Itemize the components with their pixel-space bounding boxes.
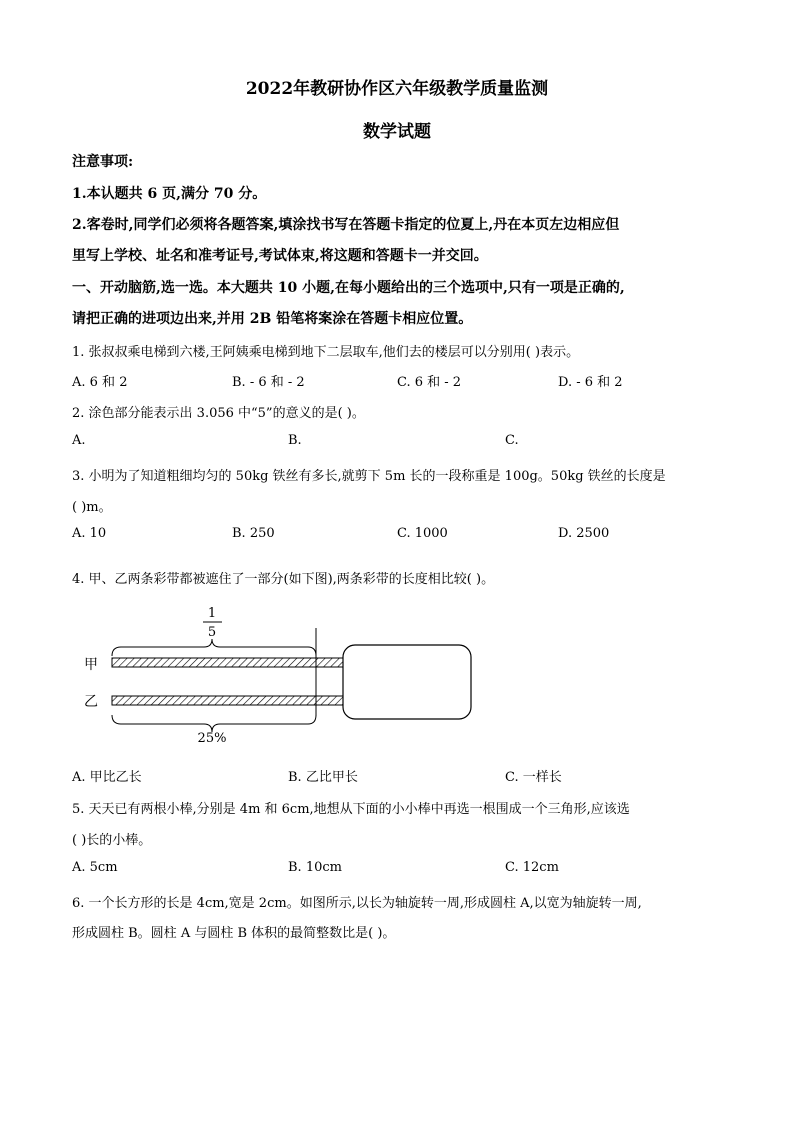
notes-item-2-line-1: 2.客卷时,同学们必须将各题答案,填涂找书写在答题卡指定的位夏上,丹在本页左边相应但 (72, 217, 620, 233)
question-1-option-c: C. 6 和 - 2 (397, 375, 462, 390)
question-5-option-c: C. 12cm (505, 860, 559, 875)
question-4-text: 4. 甲、乙两条彩带都被遮住了一部分(如下图),两条彩带的长度相比较( )。 (72, 572, 495, 587)
section-1-instructions-line-2: 请把正确的进项边出来,并用 2B 铅笔将案涂在答题卡相应位置。 (72, 311, 473, 327)
question-6-text-line-1: 6. 一个长方形的长是 4cm,宽是 2cm。如图所示,以长为轴旋转一周,形成圆柱 A,以宽为轴旋转一周, (72, 896, 642, 911)
question-3-option-d: D. 2500 (558, 526, 610, 541)
cover-box (343, 645, 471, 719)
question-1-option-a: A. 6 和 2 (72, 375, 128, 390)
question-2-option-c: C. (505, 433, 519, 448)
fraction-numerator: 1 (207, 606, 217, 621)
question-2-option-a: A. (72, 433, 86, 448)
notes-item-1: 1.本认题共 6 页,满分 70 分。 (72, 186, 267, 202)
question-2-option-b: B. (288, 433, 302, 448)
ribbon-yi (112, 696, 343, 705)
notes-item-2-line-2: 里写上学校、址名和准考证号,考试体束,将这题和答题卡一并交回。 (72, 248, 488, 264)
question-3-option-a: A. 10 (72, 526, 107, 541)
question-3-option-c: C. 1000 (397, 526, 448, 541)
question-1-text: 1. 张叔叔乘电梯到六楼,王阿姨乘电梯到地下二层取车,他们去的楼层可以分别用( )表示。 (72, 345, 580, 360)
page-subtitle: 数学试题 (363, 122, 431, 142)
question-5-option-a: A. 5cm (72, 860, 118, 875)
question-1-option-b: B. - 6 和 - 2 (232, 375, 305, 390)
page-title: 2022年教研协作区六年级教学质量监测 (245, 79, 549, 99)
fraction-denominator: 5 (207, 625, 217, 640)
question-4-option-c: C. 一样长 (505, 770, 562, 785)
question-3-text-line-2: ( )m。 (72, 500, 112, 515)
label-jia: 甲 (84, 657, 98, 673)
bottom-brace (112, 715, 316, 732)
question-2-text: 2. 涂色部分能表示出 3.056 中“5”的意义的是( )。 (72, 406, 365, 421)
ribbon-jia (112, 658, 343, 667)
percent-label: 25% (197, 731, 227, 746)
label-yi: 乙 (84, 694, 98, 710)
notes-heading: 注意事项: (72, 154, 134, 170)
question-4-option-a: A. 甲比乙长 (72, 770, 142, 785)
question-5-text-line-2: ( )长的小棒。 (72, 833, 152, 848)
question-5-option-b: B. 10cm (288, 860, 342, 875)
question-4-option-b: B. 乙比甲长 (288, 770, 358, 785)
question-5-text-line-1: 5. 天天已有两根小棒,分别是 4m 和 6cm,地想从下面的小小棒中再选一根围成一个三角形,应该选 (72, 802, 630, 817)
question-6-text-line-2: 形成圆柱 B。圆柱 A 与圆柱 B 体积的最简整数比是( )。 (72, 926, 396, 941)
section-1-instructions-line-1: 一、开动脑筋,选一选。本大题共 10 小题,在每小题给出的三个选项中,只有一项是正确的, (72, 280, 625, 296)
question-3-option-b: B. 250 (232, 526, 275, 541)
question-3-text-line-1: 3. 小明为了知道粗细均匀的 50kg 铁丝有多长,就剪下 5m 长的一段称重是 100g。50kg 铁丝的长度是 (72, 469, 666, 484)
top-brace (112, 639, 316, 656)
question-1-option-d: D. - 6 和 2 (558, 375, 623, 390)
